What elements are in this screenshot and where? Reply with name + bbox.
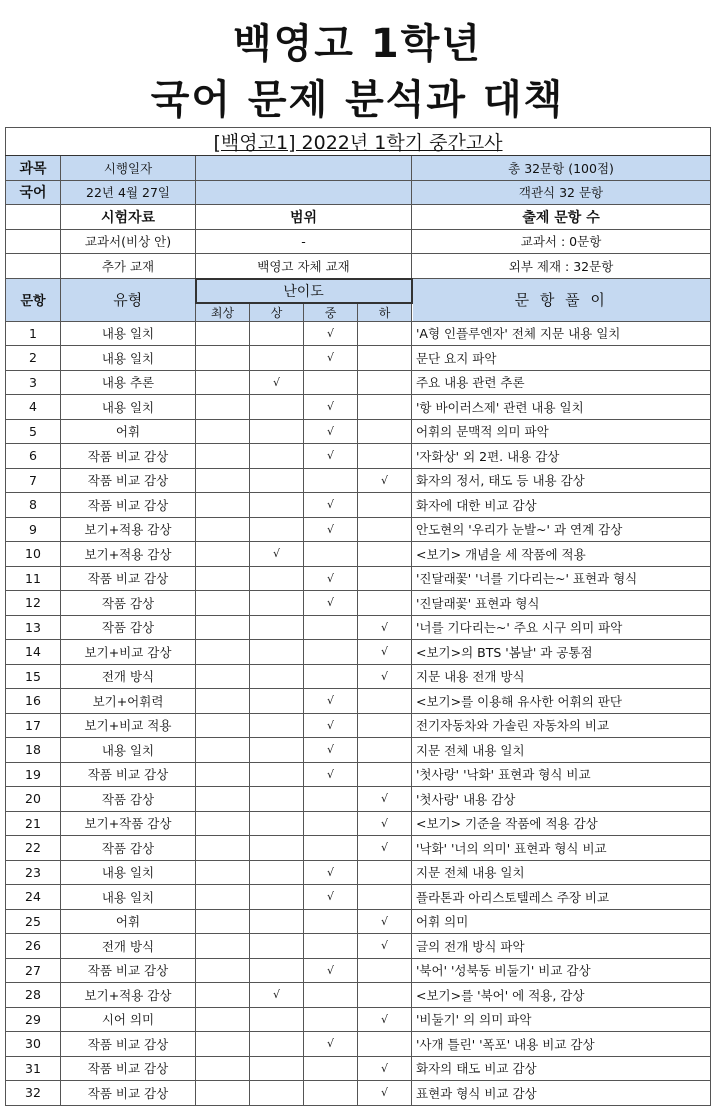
question-number: 12 — [6, 591, 61, 616]
question-number: 11 — [6, 566, 61, 591]
difficulty-check: √ — [358, 640, 412, 665]
difficulty-cell — [196, 983, 250, 1008]
question-type: 작품 비교 감상 — [61, 468, 196, 493]
difficulty-check: √ — [358, 664, 412, 689]
page-title-line2: 국어 문제 분석과 대책 — [150, 77, 565, 123]
question-row — [6, 689, 711, 714]
difficulty-cell — [250, 321, 304, 346]
date-label: 시행일자 — [61, 156, 196, 181]
question-type: 보기+비교 적용 — [61, 713, 196, 738]
question-type: 보기+어휘력 — [61, 689, 196, 714]
difficulty-cell — [304, 542, 358, 567]
question-type: 작품 감상 — [61, 615, 196, 640]
question-number: 21 — [6, 811, 61, 836]
difficulty-cell — [358, 395, 412, 420]
question-description: 전기자동차와 가솔린 자동차의 비교 — [412, 713, 711, 738]
question-row — [6, 787, 711, 812]
question-type: 내용 일치 — [61, 395, 196, 420]
question-description: <보기> 개념을 세 작품에 적용 — [412, 542, 711, 567]
question-type: 내용 일치 — [61, 738, 196, 763]
difficulty-check: √ — [304, 591, 358, 616]
question-row — [6, 860, 711, 885]
difficulty-cell — [358, 566, 412, 591]
difficulty-cell — [358, 542, 412, 567]
question-type: 작품 비교 감상 — [61, 444, 196, 469]
question-description: <보기>를 이용해 유사한 어휘의 판단 — [412, 689, 711, 714]
question-number: 32 — [6, 1081, 61, 1106]
question-number: 20 — [6, 787, 61, 812]
difficulty-cell — [304, 664, 358, 689]
difficulty-cell — [304, 909, 358, 934]
difficulty-check: √ — [358, 468, 412, 493]
difficulty-check: √ — [304, 444, 358, 469]
difficulty-cell — [304, 836, 358, 861]
question-description: 플라톤과 아리스토텔레스 주장 비교 — [412, 885, 711, 910]
subject-value: 국어 — [6, 180, 61, 205]
difficulty-check: √ — [304, 958, 358, 983]
difficulty-cell — [250, 419, 304, 444]
difficulty-cell — [358, 983, 412, 1008]
difficulty-cell — [196, 566, 250, 591]
question-number: 13 — [6, 615, 61, 640]
difficulty-check: √ — [358, 934, 412, 959]
difficulty-check: √ — [304, 738, 358, 763]
question-description: '낙화' '너의 의미' 표현과 형식 비교 — [412, 836, 711, 861]
difficulty-cell — [250, 1032, 304, 1057]
question-description: 글의 전개 방식 파악 — [412, 934, 711, 959]
difficulty-cell — [358, 958, 412, 983]
question-description: 주요 내용 관련 추론 — [412, 370, 711, 395]
question-row — [6, 811, 711, 836]
difficulty-cell — [196, 542, 250, 567]
question-description: 문단 요지 파악 — [412, 346, 711, 371]
blank-cell — [6, 229, 61, 254]
question-type: 작품 비교 감상 — [61, 566, 196, 591]
difficulty-check: √ — [358, 787, 412, 812]
question-row — [6, 958, 711, 983]
question-row — [6, 1032, 711, 1057]
difficulty-cell — [304, 1007, 358, 1032]
difficulty-cell — [196, 738, 250, 763]
question-type: 작품 비교 감상 — [61, 493, 196, 518]
question-description: '첫사랑' 내용 감상 — [412, 787, 711, 812]
difficulty-cell — [196, 934, 250, 959]
difficulty-cell — [196, 321, 250, 346]
question-type: 시어 의미 — [61, 1007, 196, 1032]
question-number: 24 — [6, 885, 61, 910]
question-number: 3 — [6, 370, 61, 395]
question-type: 보기+적용 감상 — [61, 983, 196, 1008]
difficulty-cell — [304, 934, 358, 959]
difficulty-cell — [250, 566, 304, 591]
difficulty-cell — [250, 395, 304, 420]
question-number: 9 — [6, 517, 61, 542]
difficulty-check: √ — [304, 566, 358, 591]
difficulty-cell — [358, 346, 412, 371]
question-number: 17 — [6, 713, 61, 738]
difficulty-cell — [250, 738, 304, 763]
difficulty-check: √ — [304, 885, 358, 910]
difficulty-cell — [358, 885, 412, 910]
difficulty-check: √ — [304, 1032, 358, 1057]
difficulty-cell — [196, 885, 250, 910]
question-number: 30 — [6, 1032, 61, 1057]
difficulty-cell — [304, 615, 358, 640]
difficulty-cell — [304, 640, 358, 665]
level-header: 하 — [358, 303, 412, 322]
objective-count: 객관식 32 문항 — [412, 180, 711, 205]
question-type: 보기+적용 감상 — [61, 517, 196, 542]
question-number: 10 — [6, 542, 61, 567]
question-number: 15 — [6, 664, 61, 689]
difficulty-cell — [358, 493, 412, 518]
question-number: 19 — [6, 762, 61, 787]
question-row — [6, 836, 711, 861]
difficulty-check: √ — [250, 370, 304, 395]
question-row — [6, 909, 711, 934]
difficulty-check: √ — [358, 909, 412, 934]
difficulty-cell — [196, 1056, 250, 1081]
difficulty-check: √ — [304, 493, 358, 518]
difficulty-cell — [358, 321, 412, 346]
question-row — [6, 542, 711, 567]
difficulty-check: √ — [358, 1056, 412, 1081]
question-number: 7 — [6, 468, 61, 493]
difficulty-cell — [196, 591, 250, 616]
question-description: 지문 내용 전개 방식 — [412, 664, 711, 689]
difficulty-cell — [304, 983, 358, 1008]
question-type: 작품 비교 감상 — [61, 958, 196, 983]
difficulty-check: √ — [304, 689, 358, 714]
question-row — [6, 762, 711, 787]
difficulty-cell — [196, 689, 250, 714]
difficulty-cell — [304, 1081, 358, 1106]
difficulty-check: √ — [304, 346, 358, 371]
header-difficulty: 난이도 — [196, 279, 412, 303]
level-header: 상 — [250, 303, 304, 322]
difficulty-cell — [250, 860, 304, 885]
question-number: 26 — [6, 934, 61, 959]
question-type: 작품 감상 — [61, 787, 196, 812]
question-row — [6, 370, 711, 395]
difficulty-cell — [358, 419, 412, 444]
difficulty-cell — [358, 370, 412, 395]
question-row — [6, 517, 711, 542]
difficulty-cell — [196, 640, 250, 665]
question-row — [6, 419, 711, 444]
question-number: 4 — [6, 395, 61, 420]
question-type: 내용 추론 — [61, 370, 196, 395]
question-row — [6, 713, 711, 738]
difficulty-check: √ — [304, 713, 358, 738]
question-number: 2 — [6, 346, 61, 371]
question-description: '진달래꽃' 표현과 형식 — [412, 591, 711, 616]
question-type: 작품 감상 — [61, 836, 196, 861]
question-description: '자화상' 외 2편. 내용 감상 — [412, 444, 711, 469]
question-number: 8 — [6, 493, 61, 518]
difficulty-cell — [304, 1056, 358, 1081]
textbook-label: 교과서(비상 안) — [61, 229, 196, 254]
difficulty-cell — [196, 762, 250, 787]
difficulty-cell — [196, 958, 250, 983]
question-description: <보기> 기준을 작품에 적용 감상 — [412, 811, 711, 836]
question-row — [6, 395, 711, 420]
analysis-table — [5, 127, 711, 1106]
question-row — [6, 566, 711, 591]
question-description: '진달래꽃' '너를 기다리는~' 표현과 형식 — [412, 566, 711, 591]
difficulty-cell — [250, 615, 304, 640]
question-description: 안도현의 '우리가 눈발~' 과 연계 감상 — [412, 517, 711, 542]
question-description: 지문 전체 내용 일치 — [412, 738, 711, 763]
question-row — [6, 664, 711, 689]
difficulty-cell — [250, 762, 304, 787]
question-type: 어휘 — [61, 419, 196, 444]
difficulty-cell — [196, 615, 250, 640]
question-type: 작품 비교 감상 — [61, 762, 196, 787]
question-description: '북어' '성북동 비둘기' 비교 감상 — [412, 958, 711, 983]
difficulty-cell — [304, 811, 358, 836]
difficulty-cell — [196, 444, 250, 469]
difficulty-cell — [358, 762, 412, 787]
difficulty-cell — [250, 468, 304, 493]
header-desc: 문 항 풀 이 — [412, 279, 711, 322]
question-type: 작품 감상 — [61, 591, 196, 616]
difficulty-cell — [358, 1032, 412, 1057]
blank-cell — [196, 180, 412, 205]
blank-cell — [196, 156, 412, 181]
difficulty-check: √ — [250, 542, 304, 567]
question-count-label: 출제 문항 수 — [412, 205, 711, 230]
difficulty-cell — [304, 468, 358, 493]
question-type: 어휘 — [61, 909, 196, 934]
difficulty-cell — [196, 346, 250, 371]
question-type: 보기+비교 감상 — [61, 640, 196, 665]
textbook-range: - — [196, 229, 412, 254]
question-type: 내용 일치 — [61, 346, 196, 371]
date-value: 22년 4월 27일 — [61, 180, 196, 205]
question-row — [6, 615, 711, 640]
question-number: 22 — [6, 836, 61, 861]
difficulty-check: √ — [358, 811, 412, 836]
question-description: '비둘기' 의 의미 파악 — [412, 1007, 711, 1032]
difficulty-cell — [250, 664, 304, 689]
blank-cell — [6, 205, 61, 230]
difficulty-cell — [196, 468, 250, 493]
difficulty-cell — [196, 787, 250, 812]
question-type: 내용 일치 — [61, 321, 196, 346]
difficulty-check: √ — [304, 517, 358, 542]
difficulty-cell — [196, 419, 250, 444]
question-row — [6, 444, 711, 469]
blank-cell — [6, 254, 61, 279]
question-row — [6, 346, 711, 371]
difficulty-cell — [358, 689, 412, 714]
difficulty-cell — [196, 493, 250, 518]
difficulty-cell — [304, 787, 358, 812]
header-type: 유형 — [61, 279, 196, 322]
question-type: 작품 비교 감상 — [61, 1032, 196, 1057]
question-description: 화자의 정서, 태도 등 내용 감상 — [412, 468, 711, 493]
difficulty-cell — [358, 517, 412, 542]
difficulty-cell — [250, 1056, 304, 1081]
total-count: 총 32문항 (100점) — [412, 156, 711, 181]
difficulty-cell — [358, 738, 412, 763]
question-number: 23 — [6, 860, 61, 885]
question-row — [6, 468, 711, 493]
question-row — [6, 934, 711, 959]
difficulty-check: √ — [304, 860, 358, 885]
difficulty-check: √ — [304, 419, 358, 444]
difficulty-cell — [250, 517, 304, 542]
question-row — [6, 321, 711, 346]
question-row — [6, 885, 711, 910]
difficulty-check: √ — [358, 615, 412, 640]
question-row — [6, 591, 711, 616]
header-num: 문항 — [6, 279, 61, 322]
difficulty-cell — [196, 1081, 250, 1106]
difficulty-cell — [358, 444, 412, 469]
difficulty-cell — [196, 1007, 250, 1032]
difficulty-cell — [250, 346, 304, 371]
difficulty-cell — [196, 713, 250, 738]
material-label: 시험자료 — [61, 205, 196, 230]
question-description: '사개 틀린' '폭포' 내용 비교 감상 — [412, 1032, 711, 1057]
difficulty-cell — [358, 860, 412, 885]
textbook-count: 교과서 : 0문항 — [412, 229, 711, 254]
question-number: 28 — [6, 983, 61, 1008]
difficulty-cell — [196, 370, 250, 395]
question-type: 전개 방식 — [61, 664, 196, 689]
question-row — [6, 1081, 711, 1106]
difficulty-cell — [196, 811, 250, 836]
difficulty-cell — [250, 934, 304, 959]
extra-range: 백영고 자체 교재 — [196, 254, 412, 279]
question-description: 표현과 형식 비교 감상 — [412, 1081, 711, 1106]
difficulty-check: √ — [358, 1007, 412, 1032]
question-row — [6, 493, 711, 518]
difficulty-cell — [358, 591, 412, 616]
difficulty-cell — [250, 787, 304, 812]
question-row — [6, 983, 711, 1008]
difficulty-check: √ — [304, 321, 358, 346]
question-type: 내용 일치 — [61, 860, 196, 885]
difficulty-check: √ — [304, 762, 358, 787]
question-row — [6, 1056, 711, 1081]
level-header: 최상 — [196, 303, 250, 322]
difficulty-cell — [304, 370, 358, 395]
difficulty-cell — [196, 909, 250, 934]
question-row — [6, 640, 711, 665]
difficulty-cell — [250, 713, 304, 738]
question-description: '너를 기다리는~' 주요 시구 의미 파악 — [412, 615, 711, 640]
difficulty-cell — [196, 395, 250, 420]
question-description: 어휘의 문맥적 의미 파악 — [412, 419, 711, 444]
difficulty-cell — [250, 958, 304, 983]
difficulty-cell — [358, 713, 412, 738]
difficulty-cell — [250, 640, 304, 665]
difficulty-cell — [250, 909, 304, 934]
question-number: 16 — [6, 689, 61, 714]
difficulty-cell — [250, 591, 304, 616]
question-number: 25 — [6, 909, 61, 934]
question-number: 27 — [6, 958, 61, 983]
question-description: 지문 전체 내용 일치 — [412, 860, 711, 885]
question-number: 18 — [6, 738, 61, 763]
question-number: 29 — [6, 1007, 61, 1032]
difficulty-cell — [196, 517, 250, 542]
question-description: 어휘 의미 — [412, 909, 711, 934]
difficulty-check: √ — [250, 983, 304, 1008]
difficulty-check: √ — [358, 1081, 412, 1106]
difficulty-check: √ — [304, 395, 358, 420]
question-type: 전개 방식 — [61, 934, 196, 959]
question-description: '항 바이러스제' 관련 내용 일치 — [412, 395, 711, 420]
question-description: <보기>의 BTS '봄날' 과 공통점 — [412, 640, 711, 665]
question-description: <보기>를 '북어' 에 적용, 감상 — [412, 983, 711, 1008]
question-description: '첫사랑' '낙화' 표현과 형식 비교 — [412, 762, 711, 787]
question-type: 보기+작품 감상 — [61, 811, 196, 836]
external-count: 외부 제재 : 32문항 — [412, 254, 711, 279]
difficulty-cell — [250, 836, 304, 861]
difficulty-cell — [250, 811, 304, 836]
question-description: 화자에 대한 비교 감상 — [412, 493, 711, 518]
question-number: 31 — [6, 1056, 61, 1081]
question-number: 6 — [6, 444, 61, 469]
difficulty-cell — [250, 885, 304, 910]
question-row — [6, 1007, 711, 1032]
difficulty-cell — [196, 860, 250, 885]
range-label: 범위 — [196, 205, 412, 230]
question-number: 5 — [6, 419, 61, 444]
question-type: 작품 비교 감상 — [61, 1056, 196, 1081]
subject-label: 과목 — [6, 156, 61, 181]
difficulty-cell — [250, 493, 304, 518]
question-type: 보기+적용 감상 — [61, 542, 196, 567]
difficulty-cell — [250, 1007, 304, 1032]
difficulty-cell — [196, 836, 250, 861]
difficulty-cell — [250, 1081, 304, 1106]
question-number: 14 — [6, 640, 61, 665]
question-type: 내용 일치 — [61, 885, 196, 910]
question-number: 1 — [6, 321, 61, 346]
difficulty-cell — [250, 689, 304, 714]
exam-title: [백영고1] 2022년 1학기 중간고사 — [6, 128, 711, 156]
difficulty-cell — [250, 444, 304, 469]
page-title-line1: 백영고 1학년 — [233, 21, 482, 67]
difficulty-check: √ — [358, 836, 412, 861]
question-row — [6, 738, 711, 763]
extra-material-label: 추가 교재 — [61, 254, 196, 279]
difficulty-cell — [196, 1032, 250, 1057]
question-description: 화자의 태도 비교 감상 — [412, 1056, 711, 1081]
question-description: 'A형 인플루엔자' 전체 지문 내용 일치 — [412, 321, 711, 346]
level-header: 중 — [304, 303, 358, 322]
question-type: 작품 비교 감상 — [61, 1081, 196, 1106]
difficulty-cell — [196, 664, 250, 689]
